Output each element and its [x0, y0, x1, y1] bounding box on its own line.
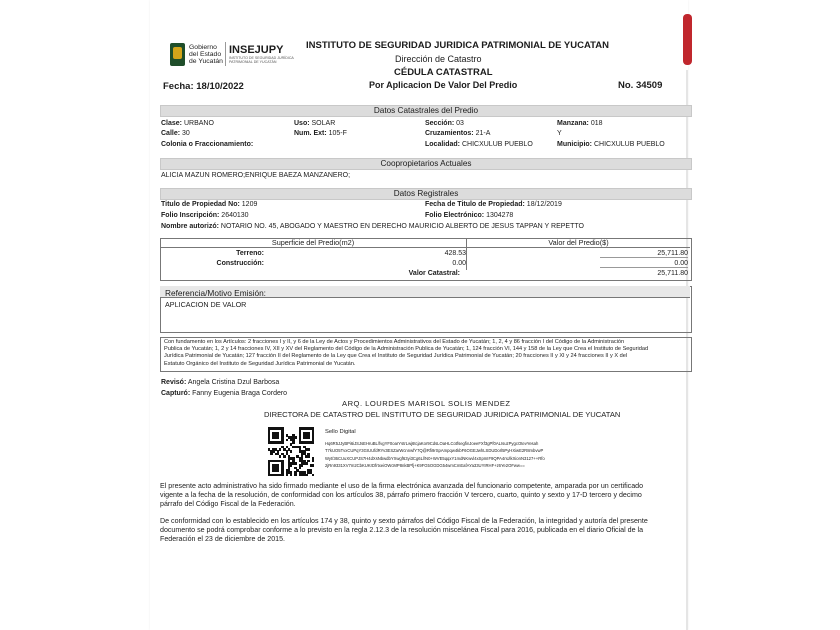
document-subtitle: Por Aplicacion De Valor Del Predio — [369, 80, 518, 90]
signer-name: ARQ. LOURDES MARISOL SOLIS MENDEZ — [342, 399, 511, 408]
manzana-field: Manzana: 018 — [557, 120, 603, 127]
qr-code-icon — [268, 427, 314, 476]
construccion-value: 0.00 — [600, 260, 688, 268]
coowners-names: ALICIA MAZUN ROMERO;ENRIQUE BAEZA MANZANERO; — [161, 172, 351, 179]
reviso-field: Revisó: Angela Cristina Dzul Barbosa — [161, 379, 280, 386]
electronic-signature-paragraph: El presente acto administrativo ha sido firmado mediante el uso de la firma electrónica avanzada del funcionario competente, amparada por un certificado vigente a la fecha de la resolución, de conformidad con los artículos 38, párrafo primero fracción V tercero, cuarto, quinto y sexto y 17-D tercero y decimo párrafo del Código Fiscal de la Federación. — [160, 482, 644, 509]
construccion-label: Construcción: — [216, 260, 264, 267]
capturo-field: Capturó: Fanny Eugenia Braga Cordero — [161, 390, 288, 397]
value-header: Valor del Predio($) — [467, 238, 690, 248]
municipio-field: Municipio: CHICXULUB PUEBLO — [557, 141, 665, 148]
fecha-titulo-field: Fecha de Titulo de Propiedad: 18/12/2019 — [425, 201, 562, 208]
calle-field: Calle: 30 — [161, 130, 190, 137]
legal-basis-text: Con fundamento en los Artículos: 2 fracciones I y II, y 6 de la Ley de Actos y Procedimientos Administrativos del Estado de Yucatán; 1, 2, 4 y 86 fracción I del Código de la Administración Publica de Yucatán; 1, 2 y 14 fracciones IV, XII y XV del Reglamento del Código de la Administración Publica de Yucatán; 1, 124 fracción VI, 144 y 158 de la Ley que Crea el Instituto de Seguridad Jurídica Patrimonial de Yucatán; 127 fracción II del Reglamento de la Ley que Crea el Instituto de Seguridad Jurídica Patrimonial de Yucatán; 20 fracciones II y XI y 24 fracciones II y X del Estatuto Orgánico del Instituto de Seguridad Jurídica Patrimonial de Yucatán. — [164, 339, 649, 367]
gov-logo-text: Gobierno del Estado de Yucatán — [189, 44, 223, 65]
seccion-field: Sección: 03 — [425, 120, 464, 127]
reference-header: Referencia/Motivo Emisión: — [165, 288, 266, 298]
reference-value: APLICACION DE VALOR — [165, 300, 247, 309]
folio-electronico-field: Folio Electrónico: 1304278 — [425, 212, 514, 219]
insejupy-logo: INSEJUPY — [229, 44, 284, 56]
bookmark-tab[interactable] — [683, 14, 692, 65]
titulo-field: Titulo de Propiedad No: 1209 — [161, 201, 258, 208]
table-divider — [466, 238, 467, 270]
cruz-y: Y — [557, 130, 562, 137]
institute-title: INSTITUTO DE SEGURIDAD JURIDICA PATRIMONIAL DE YUCATAN — [306, 40, 609, 51]
cruzamientos-field: Cruzamientos: 21-A — [425, 130, 491, 137]
construccion-area: 0.00 — [452, 260, 466, 267]
insejupy-subtitle: INSTITUTO DE SEGURIDAD JURÍDICA PATRIMONIAL DE YUCATÁN — [229, 56, 294, 64]
num-ext-field: Num. Ext: 105-F — [294, 130, 347, 137]
signer-title: DIRECTORA DE CATASTRO DEL INSTITUTO DE SEGURIDAD JURIDICA PATRIMONIAL DE YUCATAN — [264, 410, 621, 419]
colonia-label: Colonia o Fraccionamiento: — [161, 141, 254, 148]
logo-divider — [225, 42, 226, 66]
clase-field: Clase: URBANO — [161, 120, 214, 127]
direction-title: Dirección de Catastro — [395, 54, 482, 64]
state-seal-icon — [170, 43, 185, 66]
catastral-value: 25,711.80 — [657, 270, 688, 277]
section-cadastral-header: Datos Catastrales del Predio — [160, 105, 692, 117]
document-title: CÉDULA CATASTRAL — [394, 67, 493, 78]
section-registry-header: Datos Registrales — [160, 188, 692, 200]
digital-seal-label: Sello Digital — [325, 429, 356, 435]
uso-field: Uso: SOLAR — [294, 120, 336, 127]
fiscal-code-paragraph: De conformidad con lo establecido en los artículos 174 y 38, quinto y sexto párrafos del Código Fiscal de la Federación, la integridad y autoría del presente documento se podrá comprobar conforme a lo previsto en la regla 2.12.3 de la resolución miscelánea Fiscal para 2016, publicada en el diario Oficial de la Federación el 23 de diciembre de 2015. — [160, 517, 648, 544]
terreno-value: 25,711.80 — [600, 250, 688, 258]
document-number: No. 34509 — [618, 80, 663, 91]
catastral-label: Valor Catastral: — [408, 270, 460, 277]
section-coowners-header: Coopropietarios Actuales — [160, 158, 692, 170]
terreno-label: Terreno: — [236, 250, 264, 257]
localidad-field: Localidad: CHICXULUB PUEBLO — [425, 141, 533, 148]
digital-seal-text: Hq6R5JJyBPi6iJSJsEHruBL/fvgYF0oarYstrLwj6tcjaKor9CdsLOaHLCotfsegfinJoeeFXf3gPf0ALIsuzPygcOtevYesah T7kUO5TvxCUPqY3GIUUfdRYv3ESZarWcnnwfY7Q@Rfi9rSpAmpqw4kbF6OGEJwhLSDUDorl5PyHXiwE2R8mbvwP Wyt/36CUuXCUPJS7H4dXsNbwdbYXwgf63yi3Cg6Ll/N0+WVE5qqxY1mdNKwvl4xSpmIF9QPA4nUlkXionN3127++Rfo 2jRn9331XV7m2CbKUKrDfrtxeiOWcMP8nkBPfj+K9FG5OGDG54wmCmEafAYa33UYIRHF+z6Ye2OFww== — [325, 441, 545, 469]
autorizo-field: Nombre autorizó: NOTARIO NO. 45, ABOGADO Y MAESTRO EN DERECHO MAURICIO ALBERTO DE JESUS TAPPAN Y REPETTO — [161, 223, 584, 230]
date-field: Fecha: 18/10/2022 — [163, 81, 244, 92]
folio-inscripcion-field: Folio Inscripción: 2640130 — [161, 212, 249, 219]
surface-header: Superficie del Predio(m2) — [160, 238, 466, 248]
terreno-area: 428.53 — [444, 250, 466, 257]
